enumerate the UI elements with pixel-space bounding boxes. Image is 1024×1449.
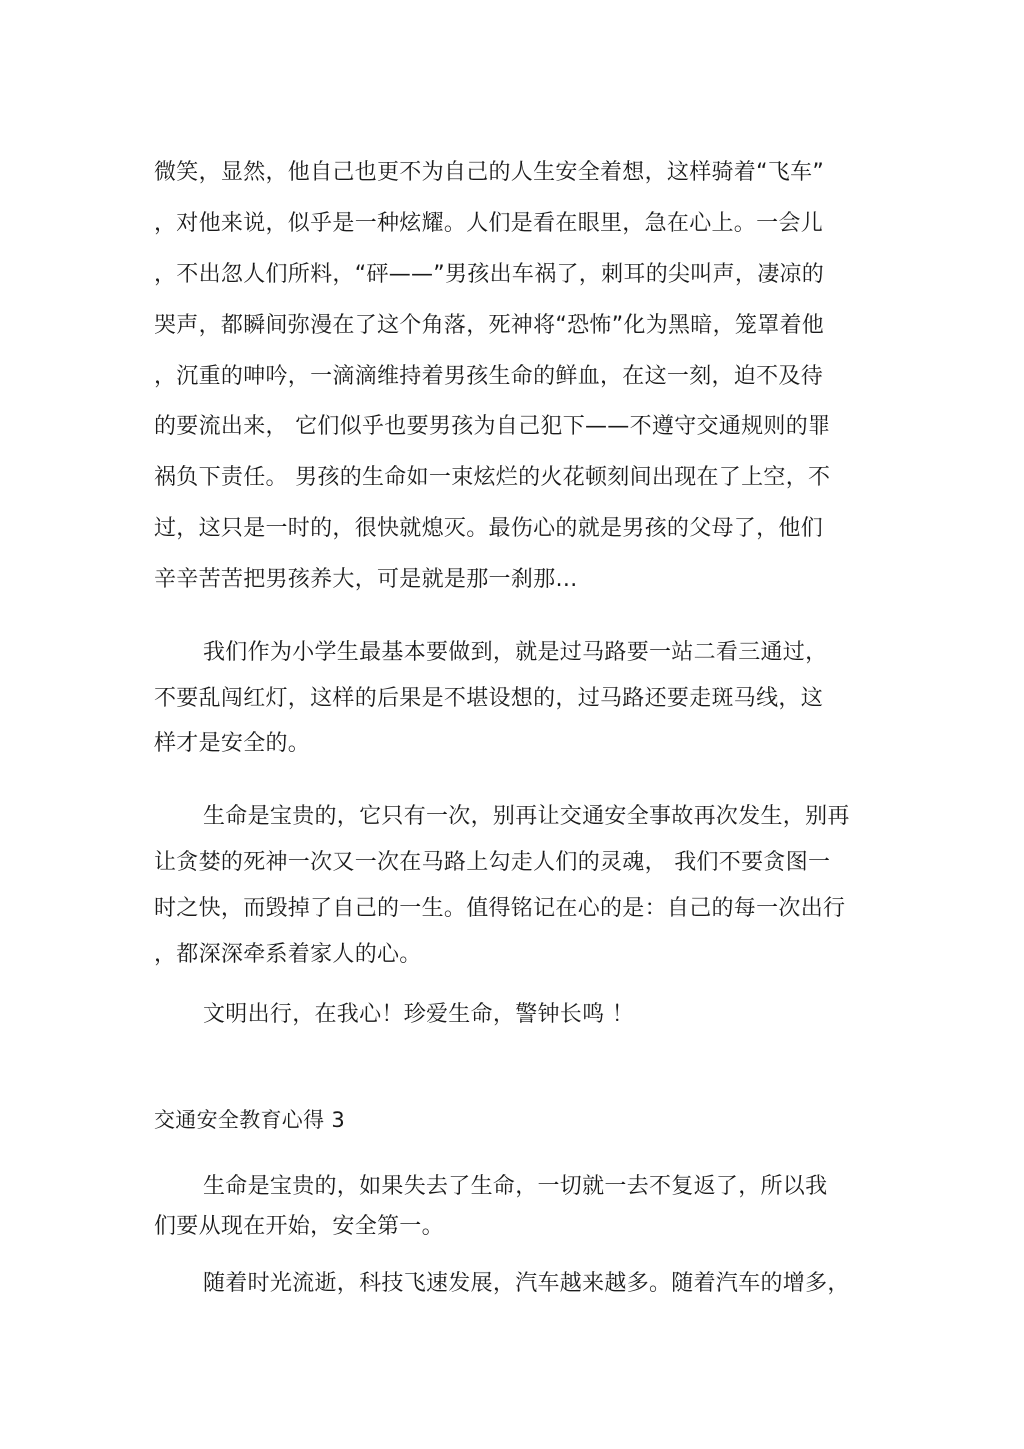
text-line: 时之快，而毁掉了自己的一生。值得铭记在心的是：自己的每一次出行: [154, 896, 846, 921]
section-heading: 交通安全教育心得 3: [154, 1108, 346, 1132]
text-line: 随着时光流逝，科技飞速发展，汽车越来越多。随着汽车的增多，: [203, 1271, 850, 1296]
text-line: 样才是安全的。: [154, 731, 311, 756]
text-line: 哭声，都瞬间弥漫在了这个角落，死神将“恐怖”化为黑暗，笼罩着他: [154, 313, 825, 338]
text-line: 祸负下责任。 男孩的生命如一束炫烂的火花顿刻间出现在了上空，不: [154, 465, 831, 490]
text-line: ，对他来说，似乎是一种炫耀。人们是看在眼里，急在心上。一会儿: [154, 211, 824, 236]
text-line: ，都深深牵系着家人的心。: [154, 942, 422, 967]
text-line: 生命是宝贵的，如果失去了生命，一切就一去不复返了，所以我: [203, 1174, 828, 1199]
text-line: 文明出行，在我心！珍爱生命，警钟长鸣 ！: [203, 1002, 634, 1027]
text-line: 我们作为小学生最基本要做到，就是过马路要一站二看三通过，: [203, 640, 828, 665]
text-line: 不要乱闯红灯，这样的后果是不堪设想的，过马路还要走斑马线，这: [154, 686, 824, 711]
text-line: 辛辛苦苦把男孩养大，可是就是那一刹那…: [154, 567, 578, 592]
text-line: 生命是宝贵的，它只有一次，别再让交通安全事故再次发生，别再: [203, 804, 850, 829]
text-line: 让贪婪的死神一次又一次在马路上勾走人们的灵魂， 我们不要贪图一: [154, 850, 831, 875]
text-line: 过，这只是一时的，很快就熄灭。最伤心的就是男孩的父母了，他们: [154, 516, 824, 541]
text-line: 微笑，显然，他自己也更不为自己的人生安全着想，这样骑着“飞车”: [154, 160, 825, 185]
text-line: ，沉重的呻吟，一滴滴维持着男孩生命的鲜血，在这一刻，迫不及待: [154, 364, 824, 389]
text-line: 的要流出来， 它们似乎也要男孩为自己犯下——不遵守交通规则的罪: [154, 414, 831, 439]
text-line: 们要从现在开始，安全第一。: [154, 1214, 444, 1239]
text-line: ，不出忽人们所料，“砰——”男孩出车祸了，刺耳的尖叫声，凄凉的: [154, 262, 825, 287]
